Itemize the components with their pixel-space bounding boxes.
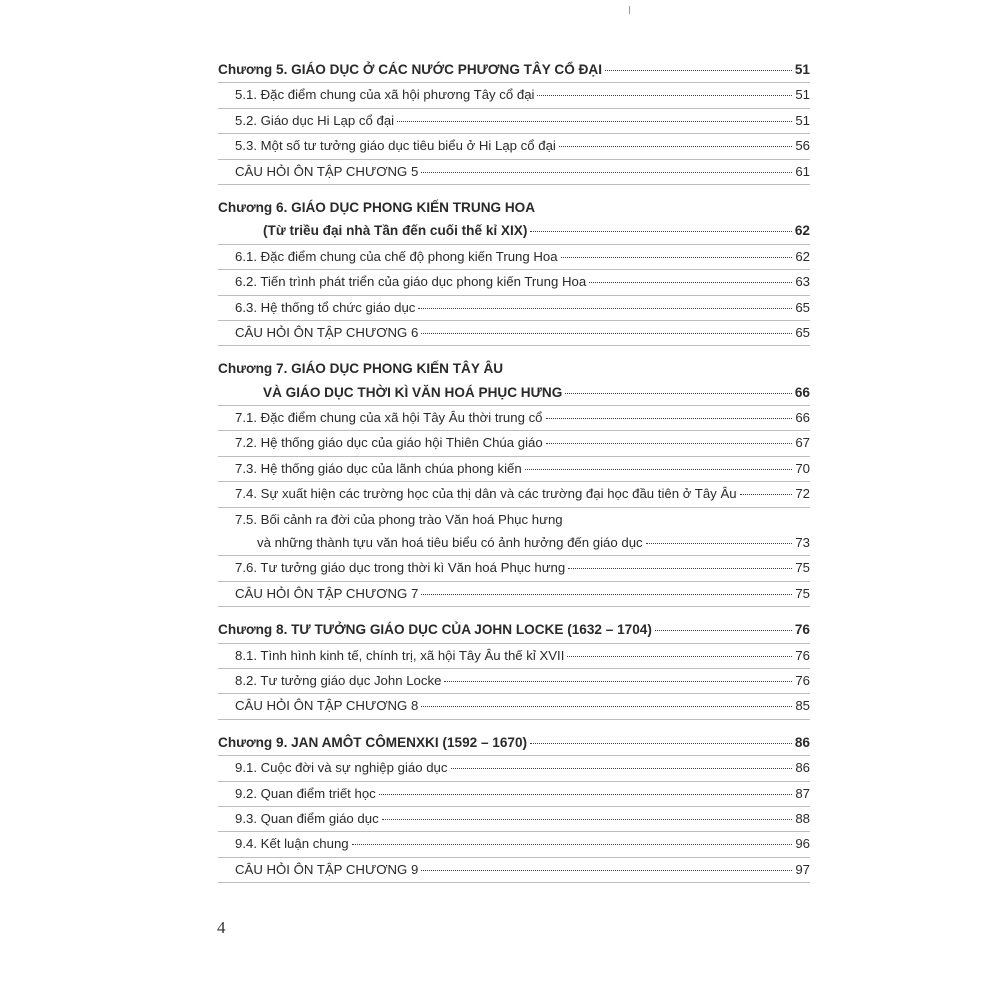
toc-entry-text: 5.1. Đặc điểm chung của xã hội phương Tây cổ đại [235,87,535,103]
row-divider [218,882,810,883]
toc-entry-page: 76 [795,672,810,688]
dot-leader [397,120,792,122]
toc-entry[interactable] [235,134,810,157]
dot-leader [530,230,792,232]
dot-leader [646,542,793,544]
page-number: 4 [217,918,226,937]
chapter-heading-continuation-page: 62 [794,223,810,239]
toc-entry[interactable] [235,457,810,480]
toc-entry-page: 67 [795,435,810,451]
dot-leader [567,655,792,657]
toc-entry-text: 7.5. Bối cảnh ra đời của phong trào Văn hoá Phục hưng [235,511,563,527]
toc-entry-text: 6.3. Hệ thống tổ chức giáo dục [235,299,416,315]
table-of-contents [218,58,810,883]
toc-entry-text: 9.3. Quan điểm giáo dục [235,810,379,826]
dot-leader [352,843,793,845]
dot-leader [559,145,792,147]
chapter-heading-continuation-text: (Từ triều đại nhà Tần đến cuối thế kỉ XIX) [263,223,528,239]
chapter-heading-text: Chương 7. GIÁO DỤC PHONG KIẾN TÂY ÂU [218,361,504,377]
dot-leader [740,493,793,495]
dot-leader [421,332,792,334]
chapter-heading[interactable] [218,58,810,81]
chapter-heading-text: Chương 8. TƯ TƯỞNG GIÁO DỤC CỦA JOHN LOCKE (1632 – 1704) [218,622,652,638]
toc-entry-page: 88 [795,810,810,826]
dot-leader [655,629,792,631]
toc-entry[interactable] [235,832,810,855]
toc-entry[interactable] [235,431,810,454]
toc-entry[interactable] [235,694,810,717]
dot-leader [546,442,793,444]
dot-leader [379,793,793,795]
toc-entry-continuation-page: 73 [795,535,810,551]
chapter-heading[interactable] [218,731,810,754]
toc-entry[interactable] [235,858,810,881]
chapter-heading[interactable] [218,357,810,380]
dot-leader [444,680,792,682]
toc-entry[interactable] [235,508,810,531]
toc-entry-page: 61 [795,163,810,179]
row-divider [218,719,810,720]
dot-leader [525,468,793,470]
toc-entry[interactable] [235,83,810,106]
chapter-heading-text: Chương 6. GIÁO DỤC PHONG KIẾN TRUNG HOA [218,199,536,215]
dot-leader [537,94,792,96]
chapter-heading-page: 86 [794,734,810,750]
toc-entry[interactable] [235,807,810,830]
chapter-heading-continuation[interactable] [263,219,810,242]
toc-entry-text: 9.4. Kết luận chung [235,836,349,852]
toc-entry-text: CÂU HỎI ÔN TẬP CHƯƠNG 9 [235,861,419,877]
toc-entry-page: 97 [795,861,810,877]
toc-entry-page: 65 [795,299,810,315]
toc-entry-text: 9.1. Cuộc đời và sự nghiệp giáo dục [235,760,448,776]
toc-entry-text: 7.1. Đặc điểm chung của xã hội Tây Âu thời trung cổ [235,410,543,426]
toc-entry-page: 63 [795,274,810,290]
toc-entry-text: 7.4. Sự xuất hiện các trường học của thị dân và các trường đại học đầu tiên ở Tây Âu [235,486,737,502]
chapter-heading-page: 51 [794,62,810,77]
toc-entry-page: 75 [795,560,810,576]
chapter-heading-text: Chương 5. GIÁO DỤC Ở CÁC NƯỚC PHƯƠNG TÂY CỔ ĐẠI [218,62,602,77]
toc-entry-text: 6.2. Tiến trình phát triển của giáo dục phong kiến Trung Hoa [235,274,587,290]
row-divider [218,606,810,607]
toc-entry-text: CÂU HỎI ÔN TẬP CHƯƠNG 5 [235,163,419,179]
toc-entry[interactable] [235,669,810,692]
dot-leader [589,281,792,283]
crop-mark [629,6,630,14]
toc-entry-page: 56 [795,138,810,154]
toc-entry[interactable] [235,321,810,344]
toc-entry-page: 65 [795,324,810,340]
toc-entry[interactable] [235,296,810,319]
chapter-heading-continuation-text: VÀ GIÁO DỤC THỜI KÌ VĂN HOÁ PHỤC HƯNG [263,384,563,400]
dot-leader [382,818,793,820]
dot-leader [565,392,792,394]
toc-entry[interactable] [235,482,810,505]
row-divider [218,184,810,185]
chapter-heading-continuation[interactable] [263,381,810,404]
toc-entry[interactable] [235,109,810,132]
chapter-heading[interactable] [218,196,810,219]
dot-leader [546,417,793,419]
toc-entry-page: 75 [795,585,810,601]
toc-entry[interactable] [235,756,810,779]
toc-entry-page: 96 [795,836,810,852]
toc-entry-page: 62 [795,248,810,264]
dot-leader [421,593,792,595]
toc-entry-text: CÂU HỎI ÔN TẬP CHƯƠNG 6 [235,324,419,340]
toc-entry-text: 7.2. Hệ thống giáo dục của giáo hội Thiên Chúa giáo [235,435,543,451]
toc-entry[interactable] [235,406,810,429]
toc-entry-continuation-text: và những thành tựu văn hoá tiêu biểu có ảnh hưởng đến giáo dục [257,535,643,551]
toc-entry-page: 72 [795,486,810,502]
dot-leader [418,307,792,309]
toc-entry[interactable] [235,245,810,268]
toc-entry-page: 70 [795,460,810,476]
toc-entry-page: 66 [795,410,810,426]
toc-entry-text: CÂU HỎI ÔN TẬP CHƯƠNG 8 [235,698,419,714]
toc-entry[interactable] [235,270,810,293]
row-divider [218,345,810,346]
toc-entry-text: 7.6. Tư tưởng giáo dục trong thời kì Văn hoá Phục hưng [235,560,566,576]
toc-entry[interactable] [235,556,810,579]
toc-entry-text: CÂU HỎI ÔN TẬP CHƯƠNG 7 [235,585,419,601]
dot-leader [421,171,792,173]
toc-entry[interactable] [235,160,810,183]
dot-leader [451,767,793,769]
toc-entry-text: 5.3. Một số tư tưởng giáo dục tiêu biểu ở Hi Lạp cổ đại [235,138,556,154]
dot-leader [561,256,793,258]
toc-entry[interactable] [235,644,810,667]
chapter-heading-page: 76 [794,622,810,638]
dot-leader [530,742,792,744]
toc-entry-page: 76 [795,647,810,663]
toc-entry-text: 5.2. Giáo dục Hi Lạp cổ đại [235,112,395,128]
toc-entry-text: 7.3. Hệ thống giáo dục của lãnh chúa phong kiến [235,460,522,476]
dot-leader [605,69,792,71]
chapter-heading-text: Chương 9. JAN AMÔT CÔMENXKI (1592 – 1670) [218,734,528,750]
toc-entry-page: 51 [795,87,810,103]
toc-entry[interactable] [235,582,810,605]
toc-entry-text: 9.2. Quan điểm triết học [235,785,376,801]
toc-entry-text: 6.1. Đặc điểm chung của chế độ phong kiến Trung Hoa [235,248,558,264]
toc-entry-page: 87 [795,785,810,801]
toc-entry-text: 8.2. Tư tưởng giáo dục John Locke [235,672,442,688]
chapter-heading[interactable] [218,618,810,641]
toc-entry[interactable] [235,782,810,805]
toc-entry-page: 51 [795,112,810,128]
dot-leader [421,869,792,871]
toc-entry-page: 85 [795,698,810,714]
chapter-heading-continuation-page: 66 [794,384,810,400]
toc-entry-text: 8.1. Tình hình kinh tế, chính trị, xã hội Tây Âu thế kỉ XVII [235,647,565,663]
dot-leader [421,705,792,707]
toc-entry-page: 86 [795,760,810,776]
dot-leader [568,567,792,569]
toc-entry-continuation[interactable] [257,531,810,554]
